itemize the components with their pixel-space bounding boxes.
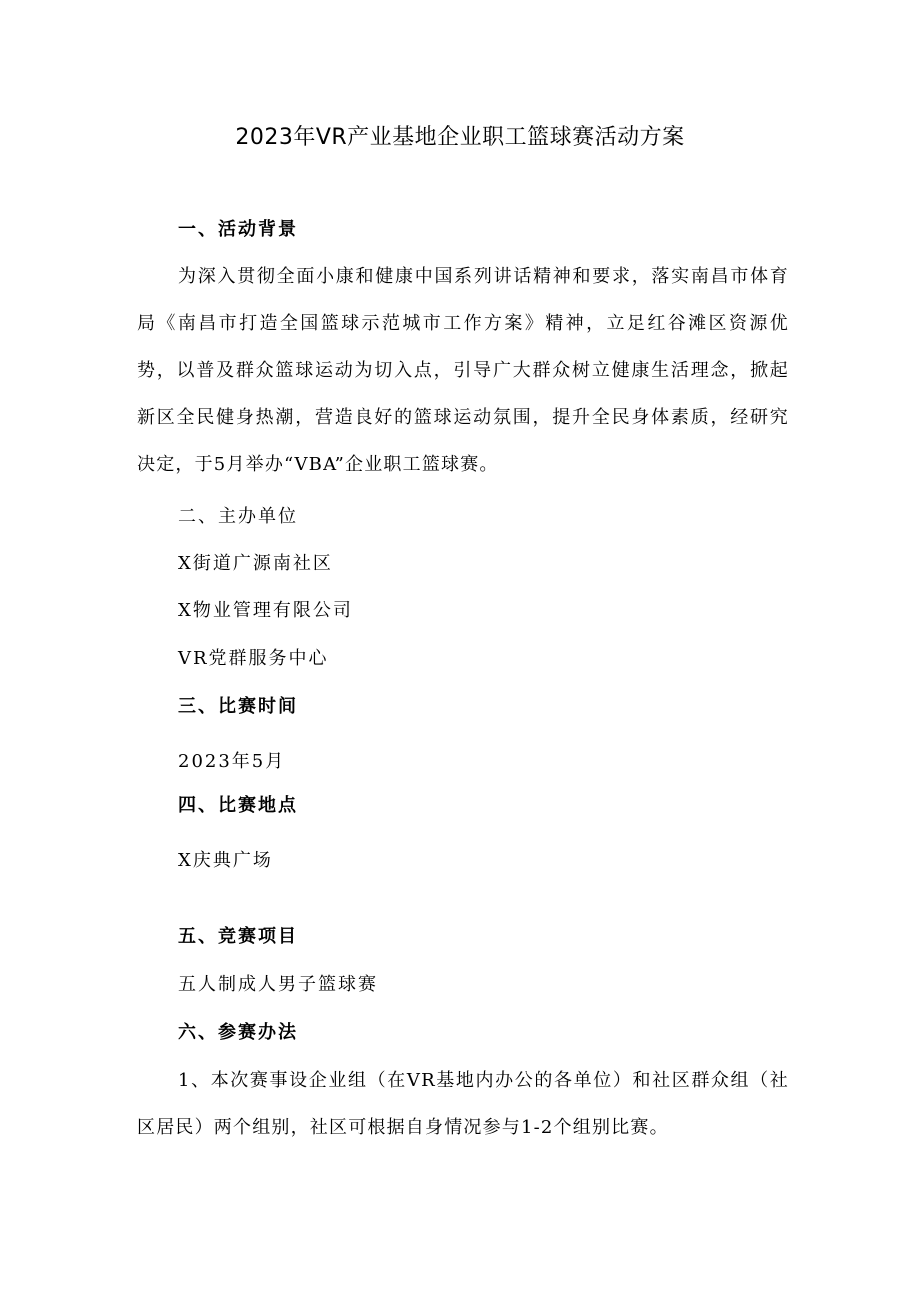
section-heading-participation: 六、参赛办法 <box>178 1022 298 1043</box>
competition-time: 2023年5月 <box>178 751 286 772</box>
section-heading-events: 五、竞赛项目 <box>178 926 298 947</box>
organizer-item: VR党群服务中心 <box>178 648 329 669</box>
section-heading-time: 三、比赛时间 <box>178 696 298 717</box>
section-heading-location: 四、比赛地点 <box>178 795 298 816</box>
section-heading-background: 一、活动背景 <box>178 219 298 240</box>
organizer-item: X街道广源南社区 <box>178 553 333 574</box>
document-title: 2023年VR产业基地企业职工篮球赛活动方案 <box>235 125 685 150</box>
competition-event: 五人制成人男子篮球赛 <box>178 974 378 995</box>
participation-paragraph: 1、本次赛事设企业组（在VR基地内办公的各单位）和社区群众组（社区居民）两个组别，社区可根据自身情况参与1-2个组别比赛。 <box>137 1070 789 1138</box>
background-paragraph: 为深入贯彻全面小康和健康中国系列讲话精神和要求，落实南昌市体育局《南昌市打造全国篮球示范城市工作方案》精神，立足红谷滩区资源优势，以普及群众篮球运动为切入点，引导广大群众树立健康生活理念，掀起新区全民健身热潮，营造良好的篮球运动氛围，提升全民身体素质，经研究决定，于5月举办“VBA”企业职工篮球赛。 <box>137 266 789 475</box>
organizer-item: X物业管理有限公司 <box>178 600 353 621</box>
section-heading-organizers: 二、主办单位 <box>178 506 298 527</box>
competition-location: X庆典广场 <box>178 850 273 871</box>
